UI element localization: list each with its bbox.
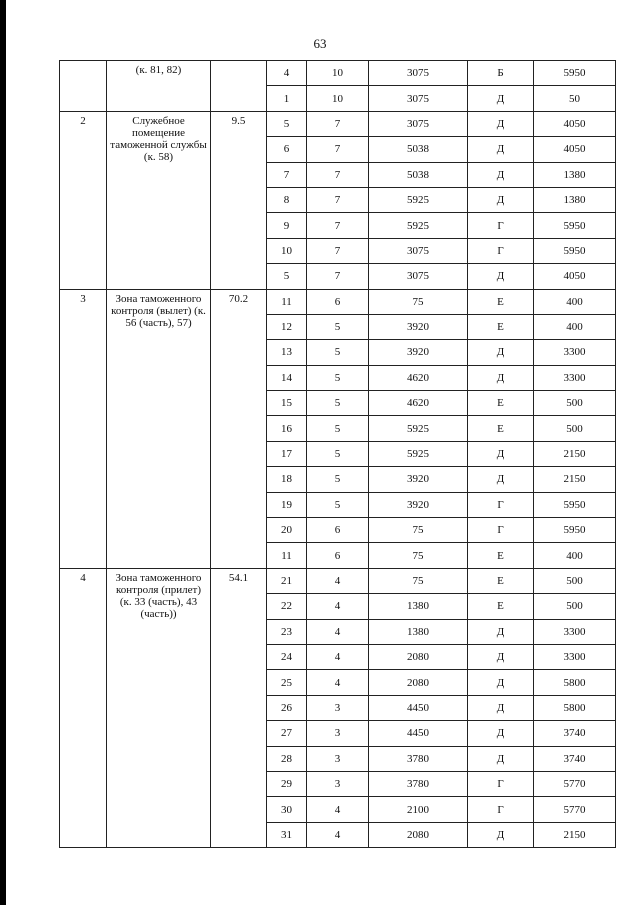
table-cell: Д [468, 746, 534, 771]
zone-name: Зона таможенного контроля (прилет) (к. 33 (часть), 43 (часть)) [107, 568, 211, 847]
table-cell: 4050 [534, 137, 616, 162]
table-cell: 3920 [369, 340, 468, 365]
table-cell: 5 [307, 391, 369, 416]
table-cell: 3075 [369, 111, 468, 136]
table-cell: 5950 [534, 492, 616, 517]
table-cell: 1380 [534, 187, 616, 212]
table-cell: 1 [267, 86, 307, 111]
table-cell: 3 [307, 721, 369, 746]
table-cell: 11 [267, 543, 307, 568]
table-cell: 5925 [369, 441, 468, 466]
table-cell: Г [468, 238, 534, 263]
table-cell: 29 [267, 771, 307, 796]
table-cell: 3300 [534, 644, 616, 669]
table-cell: Е [468, 391, 534, 416]
table-cell: 20 [267, 518, 307, 543]
zone-area: 54.1 [211, 568, 267, 847]
table-cell: 75 [369, 518, 468, 543]
table-cell: 12 [267, 314, 307, 339]
table-cell: 5950 [534, 238, 616, 263]
table-cell: 7 [307, 187, 369, 212]
table-cell: 5038 [369, 137, 468, 162]
page-number: 63 [313, 36, 327, 51]
table-cell: 5 [307, 314, 369, 339]
table-cell: 18 [267, 467, 307, 492]
table-cell: 500 [534, 594, 616, 619]
table-cell: 3780 [369, 771, 468, 796]
table-cell: 3 [307, 746, 369, 771]
table-cell: 2080 [369, 644, 468, 669]
table-cell: 4 [267, 61, 307, 86]
table-cell: 19 [267, 492, 307, 517]
table-cell: 5800 [534, 695, 616, 720]
table-cell: 23 [267, 619, 307, 644]
table-cell: 4 [307, 797, 369, 822]
table-cell: 1380 [369, 619, 468, 644]
zone-area: 70.2 [211, 289, 267, 568]
table-cell: 14 [267, 365, 307, 390]
table-cell: Д [468, 670, 534, 695]
table-cell: 3780 [369, 746, 468, 771]
table-cell: 6 [307, 289, 369, 314]
table-cell: 6 [307, 543, 369, 568]
table-cell: 2150 [534, 441, 616, 466]
table-cell: 3 [307, 695, 369, 720]
table-cell: 6 [307, 518, 369, 543]
table-cell: Е [468, 568, 534, 593]
table-cell: 500 [534, 391, 616, 416]
table-cell: 5770 [534, 771, 616, 796]
zone-number: 3 [60, 289, 107, 568]
table-cell: 24 [267, 644, 307, 669]
table-cell: 5925 [369, 187, 468, 212]
table-cell: 4 [307, 822, 369, 847]
table-cell: 3075 [369, 86, 468, 111]
zone-area: 9.5 [211, 111, 267, 289]
table-cell: 3300 [534, 365, 616, 390]
table-cell: Д [468, 365, 534, 390]
table-cell: 7 [307, 137, 369, 162]
table-cell: Б [468, 61, 534, 86]
table-cell: 10 [307, 86, 369, 111]
table-cell: 15 [267, 391, 307, 416]
table-cell: 2150 [534, 822, 616, 847]
table-cell: 400 [534, 314, 616, 339]
table-cell: 3300 [534, 619, 616, 644]
table-cell: Д [468, 467, 534, 492]
table-cell: 5 [307, 340, 369, 365]
table-cell: 30 [267, 797, 307, 822]
table-cell: 7 [307, 238, 369, 263]
table-cell: 31 [267, 822, 307, 847]
table-cell: 5950 [534, 61, 616, 86]
table-cell: 4450 [369, 721, 468, 746]
table-cell: 9 [267, 213, 307, 238]
table-cell: 6 [267, 137, 307, 162]
table-cell: 4450 [369, 695, 468, 720]
table-cell: Е [468, 314, 534, 339]
table-cell: 4 [307, 568, 369, 593]
table-cell: 1380 [369, 594, 468, 619]
zone-number: 4 [60, 568, 107, 847]
table-cell: 3075 [369, 264, 468, 289]
table-cell: Д [468, 86, 534, 111]
table-cell: 4 [307, 644, 369, 669]
table-cell: 3075 [369, 238, 468, 263]
table-cell: 5 [307, 492, 369, 517]
table-cell: 11 [267, 289, 307, 314]
table-cell: 3 [307, 771, 369, 796]
table-cell: 5 [307, 416, 369, 441]
table-cell: 5950 [534, 213, 616, 238]
table-cell: 28 [267, 746, 307, 771]
table-cell: Е [468, 594, 534, 619]
table-cell: 13 [267, 340, 307, 365]
table-cell: Г [468, 213, 534, 238]
table-cell: 17 [267, 441, 307, 466]
table-cell: 25 [267, 670, 307, 695]
table-cell: 27 [267, 721, 307, 746]
zone-number: 2 [60, 111, 107, 289]
table-cell: Д [468, 340, 534, 365]
table-cell: 3920 [369, 467, 468, 492]
table-cell: 8 [267, 187, 307, 212]
table-cell: Д [468, 644, 534, 669]
table-cell: 5925 [369, 416, 468, 441]
table-row [60, 568, 616, 593]
table-cell: 3075 [369, 61, 468, 86]
table-cell: 500 [534, 568, 616, 593]
table-cell: 4050 [534, 111, 616, 136]
table-cell: 21 [267, 568, 307, 593]
table-cell: 7 [267, 162, 307, 187]
table-cell: 4 [307, 619, 369, 644]
table-cell: 3300 [534, 340, 616, 365]
table-cell: 7 [307, 111, 369, 136]
table-cell: 5800 [534, 670, 616, 695]
table-cell: Д [468, 441, 534, 466]
table-cell: 5770 [534, 797, 616, 822]
table-cell: 3740 [534, 721, 616, 746]
table-cell: 2150 [534, 467, 616, 492]
table-cell: 2100 [369, 797, 468, 822]
table-cell: 5038 [369, 162, 468, 187]
table-cell: 4 [307, 594, 369, 619]
table-cell: 7 [307, 264, 369, 289]
data-table [59, 60, 616, 848]
table-cell: 7 [307, 213, 369, 238]
table-cell: Е [468, 289, 534, 314]
table-cell: 3920 [369, 492, 468, 517]
table-cell: 5950 [534, 518, 616, 543]
table-cell: Е [468, 543, 534, 568]
table-cell: 1380 [534, 162, 616, 187]
table-cell: Д [468, 619, 534, 644]
table-cell: Д [468, 111, 534, 136]
table-cell: 400 [534, 289, 616, 314]
table-cell: 7 [307, 162, 369, 187]
table-cell: Д [468, 162, 534, 187]
table-cell: 5 [307, 365, 369, 390]
table-cell: 22 [267, 594, 307, 619]
table-cell: 5 [267, 264, 307, 289]
table-cell: Д [468, 695, 534, 720]
table-cell: 2080 [369, 822, 468, 847]
table-cell: Д [468, 822, 534, 847]
table-cell: Г [468, 797, 534, 822]
table-cell: 3920 [369, 314, 468, 339]
table-cell: 5 [307, 467, 369, 492]
table-cell: 16 [267, 416, 307, 441]
table-cell: 4620 [369, 391, 468, 416]
table-cell: Е [468, 416, 534, 441]
zone-number [60, 61, 107, 112]
zone-name: Зона таможенного контроля (вылет) (к. 56 (часть), 57) [107, 289, 211, 568]
table-cell: 5 [307, 441, 369, 466]
table-cell: 3740 [534, 746, 616, 771]
table-cell: 5925 [369, 213, 468, 238]
table-cell: 10 [267, 238, 307, 263]
zone-name: Служебное помещение таможенной службы (к. 58) [107, 111, 211, 289]
table-cell: 4050 [534, 264, 616, 289]
table-row [60, 111, 616, 136]
table-cell: Г [468, 771, 534, 796]
table-row [60, 289, 616, 314]
table-cell: 5 [267, 111, 307, 136]
table-cell: 75 [369, 289, 468, 314]
zone-name: (к. 81, 82) [107, 61, 211, 112]
scan-edge-bar [0, 0, 6, 905]
table-cell: 10 [307, 61, 369, 86]
table-cell: 75 [369, 568, 468, 593]
zone-area [211, 61, 267, 112]
table-cell: 2080 [369, 670, 468, 695]
table-cell: 26 [267, 695, 307, 720]
table-cell: 500 [534, 416, 616, 441]
table-cell: 400 [534, 543, 616, 568]
table-cell: Д [468, 187, 534, 212]
table-row [60, 61, 616, 86]
table-cell: 50 [534, 86, 616, 111]
table-cell: Д [468, 264, 534, 289]
table-cell: Г [468, 492, 534, 517]
table-cell: 75 [369, 543, 468, 568]
table-cell: 4620 [369, 365, 468, 390]
table-cell: Г [468, 518, 534, 543]
table-cell: Д [468, 137, 534, 162]
table-cell: 4 [307, 670, 369, 695]
table-cell: Д [468, 721, 534, 746]
